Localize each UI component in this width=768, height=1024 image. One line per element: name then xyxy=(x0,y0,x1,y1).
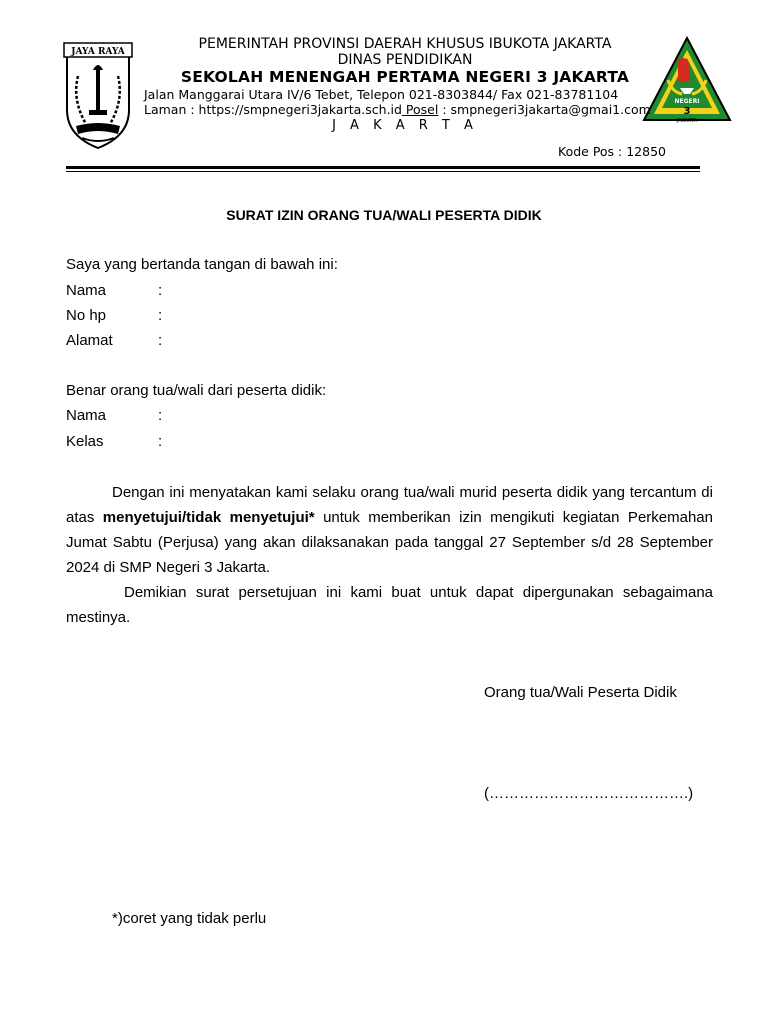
city-line: J A K A R T A xyxy=(332,118,478,133)
department-line: DINAS PENDIDIKAN xyxy=(337,52,473,68)
emblem-number: 3 xyxy=(683,106,691,117)
student-intro: Benar orang tua/wali dari peserta didik: xyxy=(66,382,327,399)
consent-text-end: untuk memberikan izin mengikuti kegiatan Perkemahan Jumat Sabtu (Perjusa) yang akan dilaksanakan pada tanggal 27 September s/d 28 September 2024 di SMP Negeri 3 Jakarta. xyxy=(66,509,713,576)
postal-code: Kode Pos : 12850 xyxy=(558,144,666,159)
email[interactable]: : smpnegeri3jakarta@gmai1.com xyxy=(438,102,651,117)
posel-label: Posel xyxy=(401,102,439,117)
school-contacts xyxy=(144,102,674,117)
field-label: No hp xyxy=(66,307,107,324)
field-label: Alamat xyxy=(66,332,113,349)
field-colon: : xyxy=(158,407,163,424)
parent-intro: Saya yang bertanda tangan di bawah ini: xyxy=(66,256,338,273)
field-label: Nama xyxy=(66,407,107,424)
signature-role: Orang tua/Wali Peserta Didik xyxy=(484,684,677,701)
emblem-label: JAYA RAYA xyxy=(71,47,125,57)
field-label: Kelas xyxy=(66,433,104,450)
jaya-raya-emblem xyxy=(62,40,134,152)
field-label: Nama xyxy=(66,282,107,299)
signature-blank: (………………………………….) xyxy=(484,785,694,802)
website[interactable]: Laman : https://smpnegeri3jakarta.sch.id xyxy=(144,102,402,117)
field-colon: : xyxy=(158,282,163,299)
closing-paragraph xyxy=(66,580,713,630)
field-colon: : xyxy=(158,307,163,324)
emblem-city: JAKARTA xyxy=(676,118,698,124)
letterhead-divider xyxy=(66,166,700,169)
field-colon: : xyxy=(158,433,163,450)
consent-text-start: Dengan ini menyatakan kami selaku orang tua/wali murid peserta didik yang tercantum di atas xyxy=(66,484,713,526)
consent-paragraph xyxy=(66,480,713,580)
consent-choice: menyetujui/tidak menyetujui* xyxy=(102,509,315,526)
letterhead-divider-thin xyxy=(66,171,700,172)
closing-text: Demikian surat persetujuan ini kami buat untuk dapat dipergunakan sebagaimana mestinya. xyxy=(66,584,713,626)
emblem-negeri-label: NEGERI xyxy=(674,98,700,105)
letter-title: SURAT IZIN ORANG TUA/WALI PESERTA DIDIK xyxy=(226,207,542,223)
government-line: PEMERINTAH PROVINSI DAERAH KHUSUS IBUKOTA JAKARTA xyxy=(198,36,612,52)
school-name: SEKOLAH MENENGAH PERTAMA NEGERI 3 JAKARTA xyxy=(180,68,630,86)
footnote: *)coret yang tidak perlu xyxy=(112,910,267,927)
school-address: Jalan Manggarai Utara IV/6 Tebet, Telepon 021-8303844/ Fax 021-83781104 xyxy=(144,87,619,102)
field-colon: : xyxy=(158,332,163,349)
